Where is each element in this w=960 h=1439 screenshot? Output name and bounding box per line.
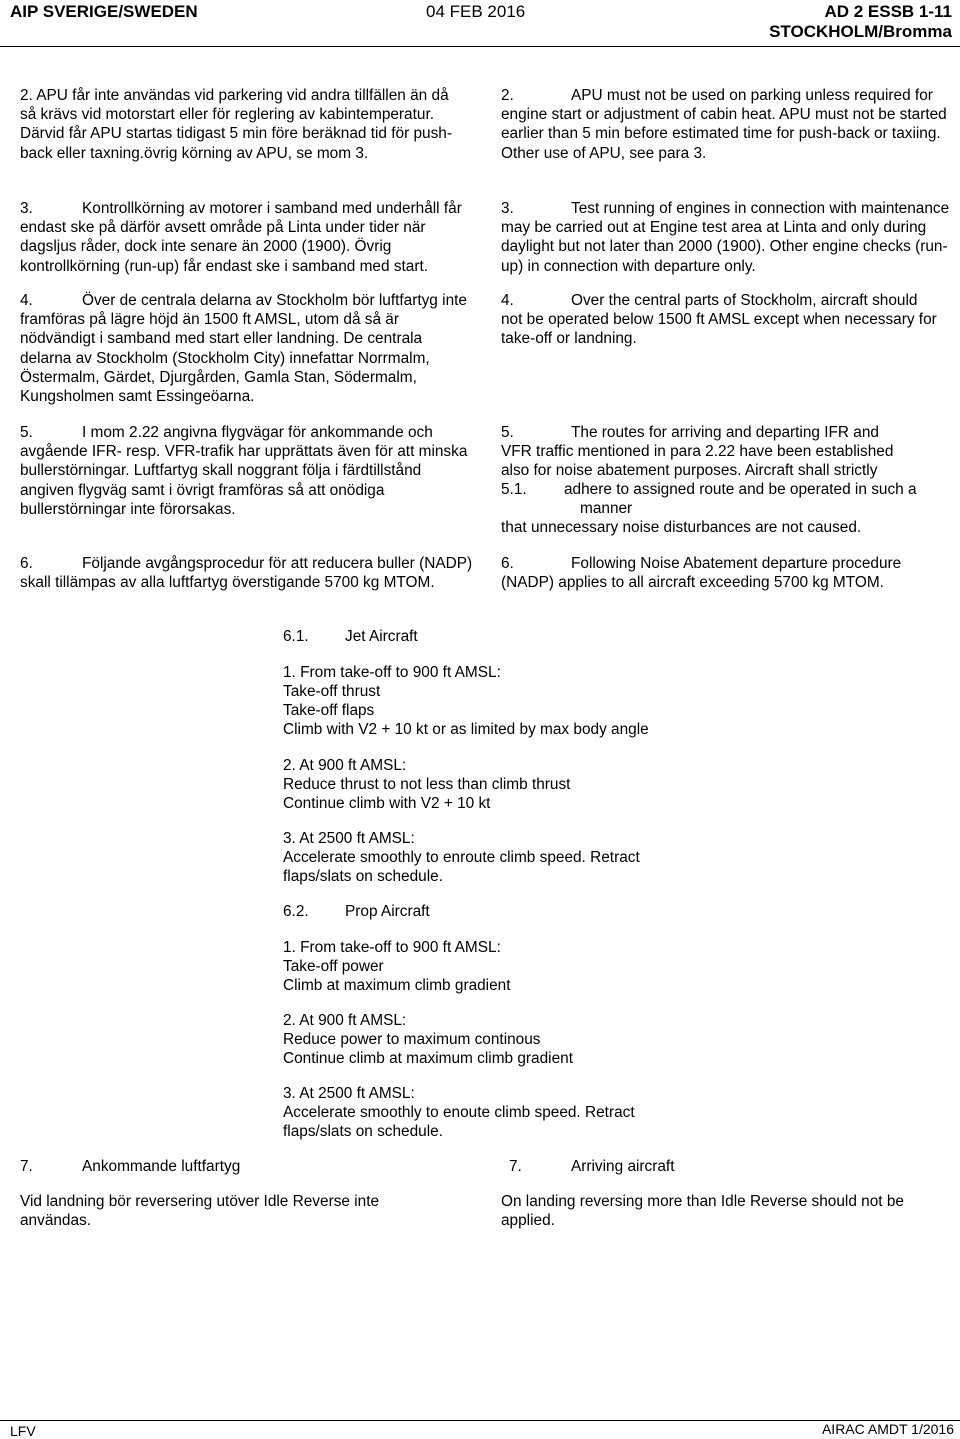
en-para-3-text: Test running of engines in connection with maintenance may be carried out at Engine test area at Linta and only during daylight but not later than 2000 (1900). Other engine checks (run-up) in connection with departure only.: [501, 200, 950, 275]
sv-para-2: 2. APU får inte användas vid parkering vid andra tillfällen än då så krävs vid motorstart eller för reglering av kabintemperatur. Därvid får APU startas tidigast 5 min före beräknad tid för push-back eller taxning.övrig körning av APU, se mom 3.: [20, 87, 452, 162]
sv-para-3: [20, 199, 470, 276]
en-para-4-number: 4.: [501, 292, 514, 309]
sv-para-7-number: 7.: [20, 1158, 33, 1175]
prop-step-3-line: flaps/slats on schedule.: [283, 1123, 443, 1140]
en-para-3: [501, 199, 956, 276]
jet-step-1-line: Take-off thrust: [283, 683, 381, 700]
sv-para-5-number: 5.: [20, 424, 33, 441]
en-para-5-line-4: adhere to assigned route and be operated in such a: [564, 481, 917, 498]
jet-step-2-line: Continue climb with V2 + 10 kt: [283, 795, 491, 812]
jet-step-3-line: flaps/slats on schedule.: [283, 868, 443, 885]
sv-para-5: [20, 423, 475, 519]
sv-para-5-text: I mom 2.22 angivna flygvägar för ankommande och avgående IFR- resp. VFR-trafik har upprättats även för att minska bullerstörningar. Luftfartyg skall noggrant följa i färdtillstånd angiven flygväg samt i övrigt framföras så att onödiga bullerstörningar inte förorsakas.: [20, 424, 468, 518]
en-para-4: [501, 291, 941, 349]
sv-para-6: [20, 554, 480, 592]
header-aerodrome: STOCKHOLM/Bromma: [769, 22, 952, 41]
prop-step-1-line: Climb at maximum climb gradient: [283, 977, 511, 994]
prop-step-3-line: Accelerate smoothly to enoute climb speed. Retract: [283, 1104, 635, 1121]
prop-step-1-line: Take-off power: [283, 958, 384, 975]
en-para-2: [501, 86, 956, 163]
sv-para-6-number: 6.: [20, 555, 33, 572]
en-para-5-line-6: that unnecessary noise disturbances are not caused.: [501, 519, 862, 536]
prop-step-2-line: 2. At 900 ft AMSL:: [283, 1012, 407, 1029]
sv-para-4-number: 4.: [20, 292, 33, 309]
sv-para-4: [20, 291, 475, 406]
en-para-5-number: 5.: [501, 424, 514, 441]
en-para-6-text: Following Noise Abatement departure procedure (NADP) applies to all aircraft exceeding 5700 kg MTOM.: [501, 555, 902, 592]
en-para-7-title: Arriving aircraft: [571, 1158, 675, 1175]
en-para-7-text: On landing reversing more than Idle Reverse should not be applied.: [501, 1193, 904, 1230]
jet-step-3-line: Accelerate smoothly to enroute climb speed. Retract: [283, 849, 640, 866]
footer-amendment: AIRAC AMDT 1/2016: [821, 1421, 954, 1437]
en-para-5-line-1: The routes for arriving and departing IFR and: [571, 424, 879, 441]
prop-aircraft-title: Prop Aircraft: [345, 903, 430, 920]
en-para-6: [501, 554, 946, 592]
jet-step-2-line: Reduce thrust to not less than climb thrust: [283, 776, 571, 793]
prop-step-3-line: 3. At 2500 ft AMSL:: [283, 1085, 415, 1102]
jet-step-3-line: 3. At 2500 ft AMSL:: [283, 830, 415, 847]
en-para-2-text: APU must not be used on parking unless required for engine start or adjustment of cabin heat. APU must not be started earlier than 5 min before estimated time for push-back or taxiing. Other use of APU, see para 3.: [501, 87, 947, 162]
header-left: AIP SVERIGE/SWEDEN: [10, 2, 198, 21]
prop-step-2-line: Reduce power to maximum continous: [283, 1031, 541, 1048]
en-para-4-text: Over the central parts of Stockholm, aircraft should not be operated below 1500 ft AMSL except when necessary for take-off or landning.: [501, 292, 937, 348]
sv-para-3-text: Kontrollkörning av motorer i samband med underhåll får endast ske på därför avsett område på Linta under tider när dagsljus råder, dock inte senare än 2000 (1900). Övrig kontrollkörning (run-up) får endast ske i samband med start.: [20, 200, 462, 275]
prop-step-1-line: 1. From take-off to 900 ft AMSL:: [283, 939, 501, 956]
jet-aircraft-title: Jet Aircraft: [345, 628, 418, 645]
en-para-7-number: 7.: [509, 1158, 522, 1175]
jet-step-1-line: Take-off flaps: [283, 702, 375, 719]
jet-step-1-line: 1. From take-off to 900 ft AMSL:: [283, 664, 501, 681]
footer-left: LFV: [10, 1423, 36, 1439]
sv-para-6-text: Följande avgångsprocedur för att reducera buller (NADP) skall tillämpas av alla luftfartyg överstigande 5700 kg MTOM.: [20, 555, 473, 592]
sv-para-3-number: 3.: [20, 200, 33, 217]
header-doc-id: AD 2 ESSB 1-11: [824, 2, 952, 21]
header-date: 04 FEB 2016: [426, 2, 526, 21]
jet-aircraft-number: 6.1.: [283, 628, 309, 645]
en-para-3-number: 3.: [501, 200, 514, 217]
sv-para-7-title: Ankommande luftfartyg: [82, 1158, 241, 1175]
sv-para-7-text: Vid landning bör reversering utöver Idle Reverse inte användas.: [20, 1193, 380, 1230]
en-para-5-line-2: VFR traffic mentioned in para 2.22 have been established: [501, 443, 894, 460]
en-para-5-1-number: 5.1.: [501, 481, 527, 498]
en-para-6-number: 6.: [501, 555, 514, 572]
prop-step-2-line: Continue climb at maximum climb gradient: [283, 1050, 573, 1067]
header-rule: [0, 46, 960, 47]
jet-step-2-line: 2. At 900 ft AMSL:: [283, 757, 407, 774]
en-para-5-line-3: also for noise abatement purposes. Aircraft shall strictly: [501, 462, 878, 479]
en-para-5-line-5: manner: [580, 500, 633, 517]
sv-para-4-text: Över de centrala delarna av Stockholm bör luftfartyg inte framföras på lägre höjd än 1500 ft AMSL, utom då så är nödvändigt i samband med start eller landning. De centrala delarna av Stockholm (Stockholm City) innefattar Norrmalm, Östermalm, Gärdet, Djurgården, Gamla Stan, Södermalm, Kungsholmen samt Essingeöarna.: [20, 292, 467, 406]
jet-step-1-line: Climb with V2 + 10 kt or as limited by max body angle: [283, 721, 649, 738]
prop-aircraft-number: 6.2.: [283, 903, 309, 920]
footer-rule: [0, 1420, 960, 1421]
en-para-2-number: 2.: [501, 87, 514, 104]
